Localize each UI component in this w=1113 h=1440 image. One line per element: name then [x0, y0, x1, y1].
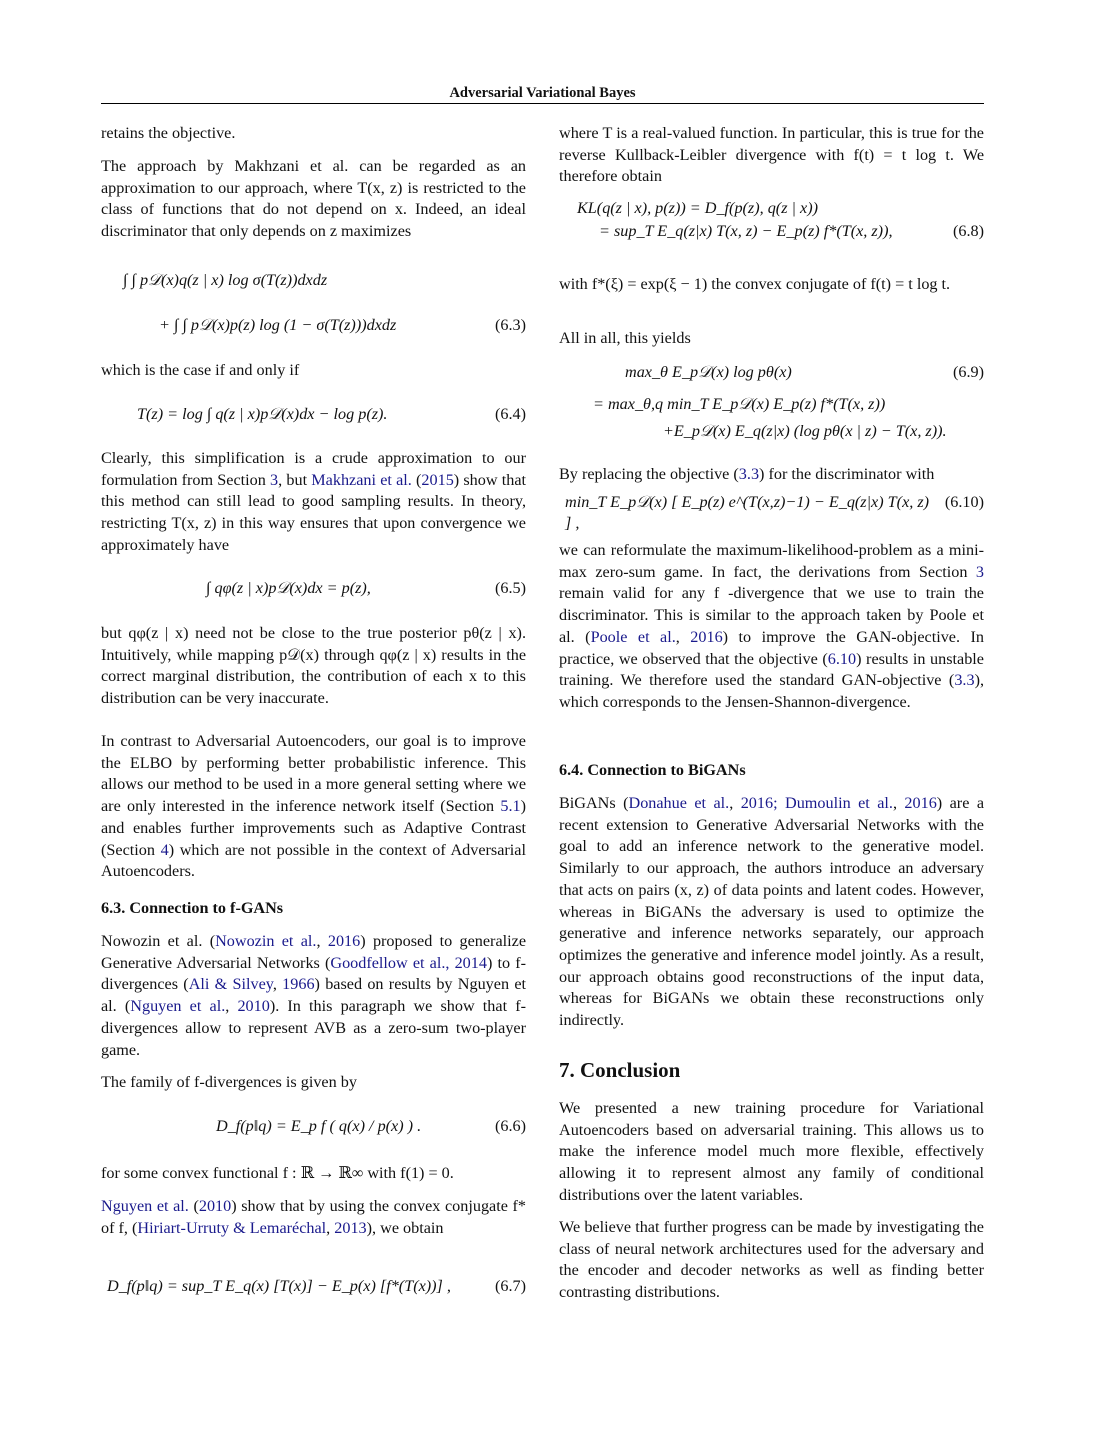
text-run: ) show that this method can still lead to good sampling results. In theory, restricting T(x, z) in this way ensures that upon convergence we approximately have: [101, 470, 527, 554]
citation-link[interactable]: 4: [160, 840, 169, 859]
text-run: where T is a real-valued function. In particular, this is true for the reverse Kullback-Leibler divergence with f(t) = t log t. We therefore obtain: [559, 124, 984, 186]
citation-link[interactable]: Hiriart-Urruty & Lemaréchal: [137, 1218, 327, 1237]
equation-row: KL(q(z | x), p(z)) = D_f(p(z), q(z | x)): [577, 199, 819, 217]
section-heading-7: 7. Conclusion: [559, 1058, 681, 1082]
text-run: but qφ(z | x) need not be close to the true posterior pθ(z | x). Intuitively, while mapping p𝒟(x) through qφ(z | x) results in the correct marginal distribution, the contribution of each x to this distribution can be very inaccurate.: [101, 624, 526, 708]
text-run: The family of f-divergences is given by: [101, 1073, 357, 1091]
citation-link[interactable]: Ali & Silvey: [188, 975, 273, 994]
equation-6-3: [101, 270, 526, 337]
text-run: All in all, this yields: [559, 329, 691, 347]
equation-6-5: [101, 578, 526, 600]
equation-row: = sup_T E_q(z|x) T(x, z) − E_p(z) f*(T(x, z)), (6.8): [559, 221, 984, 243]
citation-link[interactable]: 2013: [334, 1218, 367, 1237]
text-run: remain valid for any f -divergence that we use to train the discriminator. This is similar to the approach taken by Poole et al. (: [559, 584, 984, 646]
paragraph: [559, 1098, 984, 1207]
paragraph: [101, 156, 526, 243]
citation-link[interactable]: 2010: [237, 997, 270, 1016]
citation-link[interactable]: Donahue et al.: [628, 794, 730, 812]
citation-link[interactable]: 3: [975, 562, 984, 581]
equation-6-9: [559, 362, 984, 442]
equation-row: D_f(p‖q) = E_p f ( q(x) / p(x) ) . (6.6): [101, 1116, 526, 1138]
equation-row: = max_θ,q min_T E_p𝒟(x) E_p(z) f*(T(x, z)): [593, 394, 886, 413]
text-run: , but: [278, 470, 312, 489]
paragraph: [559, 328, 984, 350]
equation-number: (6.6): [494, 1117, 526, 1135]
paragraph: [559, 464, 984, 486]
paragraph: [101, 1072, 526, 1094]
citation-link[interactable]: 2016; Dumoulin et al.: [740, 794, 893, 812]
citation-link[interactable]: Poole et al.: [590, 627, 676, 646]
text-run: ,: [225, 997, 238, 1016]
equation-6-10: [559, 492, 984, 534]
citation-link[interactable]: 2010: [198, 1197, 232, 1215]
equation-row: ∫ qφ(z | x)p𝒟(x)dx = p(z), (6.5): [101, 578, 526, 600]
text-run: We presented a new training procedure for Variational Autoencoders based on adversarial training. This allows us to make the inference model much more flexible, effectively allowing it to represent almost any family of conditional distributions over the latent variables.: [559, 1099, 984, 1204]
text-run: ,: [675, 627, 691, 646]
text-run: ) results in unstable training. We therefore used the standard GAN-objective (: [559, 649, 984, 690]
equation-number: (6.9): [952, 363, 984, 381]
paragraph: [101, 360, 526, 382]
text-run: ) to f-divergences (: [101, 953, 526, 994]
paragraph: [101, 1163, 526, 1185]
citation-link[interactable]: 5.1: [500, 797, 521, 816]
text-run: In contrast to Adversarial Autoencoders, our goal is to improve the ELBO by performing better probabilistic inference. This allows our method to be used in a more general setting where we are only interested in the inference network itself (Section: [101, 732, 526, 816]
equation-number: (6.10): [944, 493, 984, 511]
text-run: ) to improve the GAN-objective. In practice, we observed that the objective (: [559, 627, 984, 668]
text-run: ) are a recent extension to Generative Adversarial Networks with the goal to add an inference network to the generative model. Similarly to our approach, the authors introduce an adversary that acts on pairs (x, z) of data points and latent codes. However, whereas in BiGANs the adversary is used to optimize the generative and inference networks separately, our approach optimizes the generative and inference model jointly. As a result, our approach obtains good reconstructions of the input data, whereas for BiGANs we obtain these reconstructions only indirectly.: [559, 794, 984, 1030]
equation-row: + ∫ ∫ p𝒟(x)p(z) log (1 − σ(T(z)))dxdz (6.3): [101, 315, 526, 337]
text-run: we can reformulate the maximum-likelihood-problem as a mini-max zero-sum game. In fact, the derivations from Section: [559, 541, 984, 581]
citation-link[interactable]: Makhzani et al.: [311, 470, 412, 489]
equation-number: (6.4): [494, 405, 526, 423]
text-run: which is the case if and only if: [101, 361, 300, 379]
citation-link[interactable]: Nguyen et al.: [101, 1197, 189, 1215]
paragraph: [559, 1217, 984, 1304]
text-run: ,: [272, 975, 283, 994]
equation-row: +E_p𝒟(x) E_q(z|x) (log pθ(x | z) − T(x, z)).: [663, 421, 947, 440]
text-run: ) show that by using the convex conjugate f* of f, (: [101, 1197, 526, 1237]
equation-number: (6.5): [494, 579, 526, 597]
text-run: for some convex functional f : ℝ → ℝ∞ with f(1) = 0.: [101, 1164, 454, 1182]
citation-link[interactable]: 3.3: [738, 465, 760, 483]
paragraph: [101, 123, 526, 145]
text-run: with f*(ξ) = exp(ξ − 1) the convex conjugate of f(t) = t log t.: [559, 275, 951, 293]
paragraph: [101, 1196, 526, 1239]
text-run: ), which corresponds to the Jensen-Shannon-divergence.: [559, 671, 984, 711]
text-run: ) and enables further improvements such as Adaptive Contrast (Section: [101, 797, 526, 859]
paragraph: [101, 731, 526, 883]
text-run: Clearly, this simplification is a crude approximation to our formulation from Section: [101, 449, 526, 489]
text-run: ,: [729, 794, 741, 812]
citation-link[interactable]: 2016: [690, 627, 723, 646]
running-header: Adversarial Variational Bayes: [449, 85, 636, 101]
text-run: By replacing the objective (: [559, 465, 739, 483]
equation-row: T(z) = log ∫ q(z | x)p𝒟(x)dx − log p(z). (6.4): [101, 404, 526, 426]
text-run: (: [411, 470, 422, 489]
text-run: retains the objective.: [101, 124, 236, 142]
citation-link[interactable]: 2016: [904, 794, 937, 812]
text-run: The approach by Makhzani et al. can be regarded as an approximation to our approach, where T(x, z) is restricted to the class of functions that do not depend on x. Indeed, an ideal discriminator that only depends on z maximizes: [101, 157, 526, 241]
paragraph: [101, 448, 526, 557]
section-heading-6-3: 6.3. Connection to f-GANs: [101, 899, 284, 917]
text-run: ). In this paragraph we show that f-divergences allow to represent AVB as a zero-sum two-player game.: [101, 997, 526, 1059]
citation-link[interactable]: 3: [270, 470, 279, 489]
citation-link[interactable]: Nguyen et al.: [130, 997, 226, 1016]
equation-6-8: [559, 198, 984, 243]
text-run: ,: [316, 932, 328, 950]
citation-link[interactable]: 3.3: [954, 671, 975, 690]
paragraph: [559, 123, 984, 188]
equation-6-7: [101, 1276, 526, 1298]
paragraph: [559, 274, 984, 296]
citation-link[interactable]: 2015: [421, 470, 454, 489]
text-run: ), we obtain: [366, 1218, 444, 1237]
text-run: (: [188, 1197, 199, 1215]
equation-row: D_f(p‖q) = sup_T E_q(x) [T(x)] − E_p(x) [f*(T(x))] , (6.7): [101, 1276, 526, 1298]
text-run: ,: [892, 794, 905, 812]
citation-link[interactable]: Nowozin et al.: [215, 932, 317, 950]
text-run: ) which are not possible in the context of Adversarial Autoencoders.: [101, 840, 526, 881]
section-heading-6-4: 6.4. Connection to BiGANs: [559, 761, 746, 779]
header-rule: [101, 103, 984, 104]
text-run: ) for the discriminator with: [759, 465, 935, 483]
paragraph: [559, 793, 984, 1032]
equation-number: (6.3): [494, 316, 526, 334]
citation-link[interactable]: 2016: [327, 932, 361, 950]
equation-row: max_θ E_p𝒟(x) log pθ(x) (6.9): [559, 362, 984, 384]
citation-link[interactable]: 6.10: [827, 649, 857, 668]
paragraph: [101, 931, 526, 1061]
text-run: We believe that further progress can be made by investigating the class of neural network architectures used for the adversary and the encoder and decoder networks as well as finding better contrasting distributions.: [559, 1218, 984, 1302]
equation-number: (6.7): [494, 1277, 526, 1295]
equation-row: min_T E_p𝒟(x) [ E_p(z) e^(T(x,z)−1) − E_q(z|x) T(x, z) ] , (6.10): [565, 493, 984, 532]
paragraph: [101, 623, 526, 710]
equation-6-6: [101, 1116, 526, 1138]
citation-link[interactable]: 2014: [454, 953, 487, 972]
equation-row: ∫ ∫ p𝒟(x)q(z | x) log σ(T(z))dxdz: [123, 271, 328, 289]
equation-6-4: [101, 404, 526, 426]
text-run: Nowozin et al. (: [101, 932, 216, 950]
paragraph: [559, 540, 984, 714]
text-run: BiGANs (: [559, 794, 629, 812]
text-run: ,: [326, 1218, 335, 1237]
citation-link[interactable]: Goodfellow et al.,: [330, 953, 450, 972]
equation-number: (6.8): [952, 222, 984, 240]
citation-link[interactable]: 1966: [282, 975, 315, 994]
text-run: ) proposed to generalize Generative Adversarial Networks (: [101, 932, 526, 972]
text-run: ) based on results by Nguyen et al. (: [101, 975, 527, 1016]
